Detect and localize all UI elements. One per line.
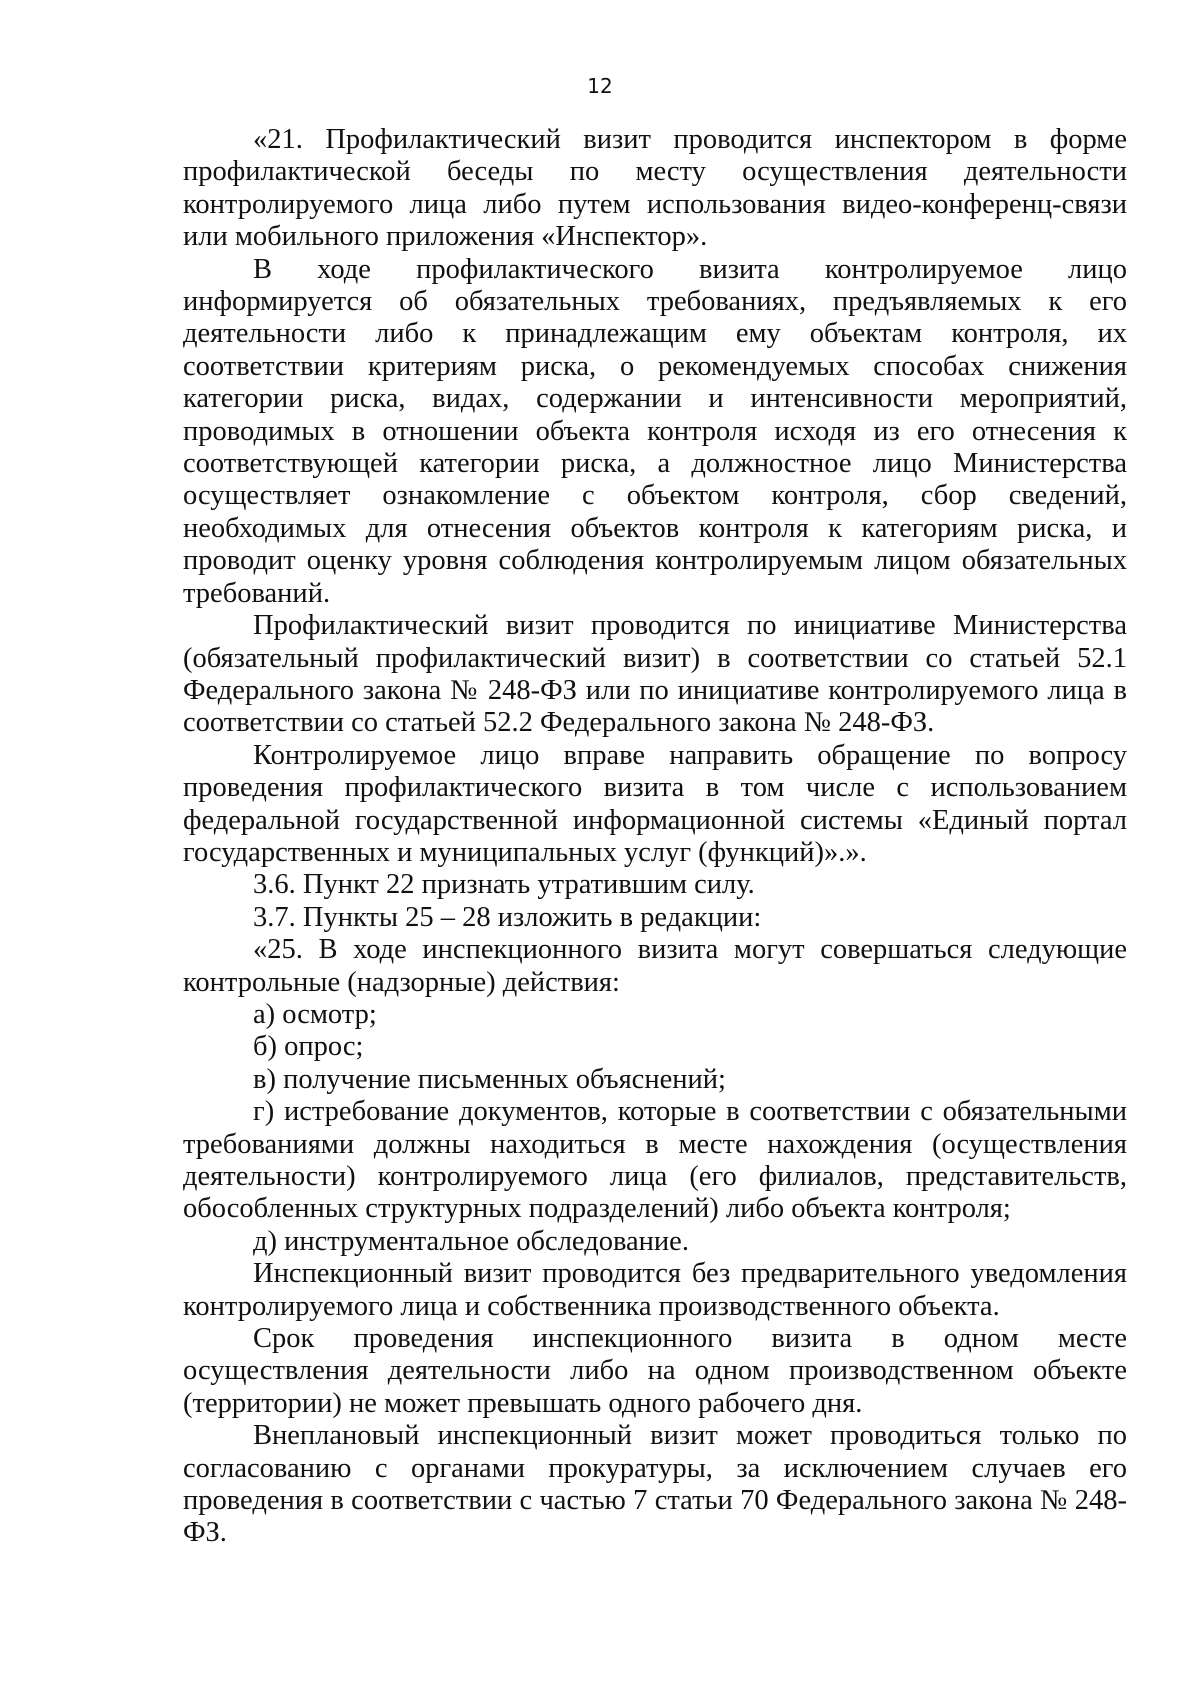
paragraph-21: «21. Профилактический визит проводится инспектором в форме профилактической беседы по месту осуществления деятельности контролируемого лица либо путем использования видео-конференц-связи или мобильного приложения «Инспектор». (183, 124, 1127, 253)
paragraph-visit-info: В ходе профилактического визита контролируемое лицо информируется об обязательных требованиях, предъявляемых к его деятельности либо к принадлежащим ему объектам контроля, их соответствии критериям риска, о рекомендуемых способах снижения категории риска, видах, содержании и интенсивности мероприятий, проводимых в отношении объекта контроля исходя из его отнесения к соответствующей категории риска, а должностное лицо Министерства осуществляет ознакомление с объектом контроля, сбор сведений, необходимых для отнесения объектов контроля к категориям риска, и проводит оценку уровня соблюдения контролируемым лицом обязательных требований. (183, 253, 1127, 609)
list-item-a: а) осмотр; (253, 998, 377, 1030)
list-item-b: б) опрос; (253, 1031, 364, 1063)
paragraph-no-notice: Инспекционный визит проводится без предварительного уведомления контролируемого лица и собственника производственного объекта. (183, 1258, 1127, 1322)
document-body (183, 124, 1127, 1550)
list-item-d: д) инструментальное обследование. (253, 1225, 689, 1257)
paragraph-25: «25. В ходе инспекционного визита могут совершаться следующие контрольные (надзорные) действия: (183, 934, 1127, 998)
paragraph-unscheduled: Внеплановый инспекционный визит может проводиться только по согласованию с органами прокуратуры, за исключением случаев его проведения в соответствии с частью 7 статьи 70 Федерального закона № 248-ФЗ. (183, 1420, 1127, 1549)
paragraph-duration: Срок проведения инспекционного визита в одном месте осуществления деятельности либо на одном производственном объекте (территории) не может превышать одного рабочего дня. (183, 1323, 1127, 1419)
list-item-v: в) получение письменных объяснений; (253, 1063, 726, 1095)
paragraph-request: Контролируемое лицо вправе направить обращение по вопросу проведения профилактического визита в том числе с использованием федеральной государственной информационной системы «Единый портал государственных и муниципальных услуг (функций)».». (183, 739, 1127, 868)
list-item-g: г) истребование документов, которые в соответствии с обязательными требованиями должны находиться в месте нахождения (осуществления деятельности) контролируемого лица (его филиалов, представительств, обособленных структурных подразделений) либо объекта контроля; (183, 1096, 1127, 1225)
page-number: 12 (587, 74, 613, 98)
paragraph-visit-initiative: Профилактический визит проводится по инициативе Министерства (обязательный профилактический визит) в соответствии со статьей 52.1 Федерального закона № 248-ФЗ или по инициативе контролируемого лица в соответствии со статьей 52.2 Федерального закона № 248-ФЗ. (183, 610, 1127, 739)
paragraph-3-6: 3.6. Пункт 22 признать утратившим силу. (253, 869, 755, 901)
paragraph-3-7: 3.7. Пункты 25 – 28 изложить в редакции: (253, 901, 762, 933)
